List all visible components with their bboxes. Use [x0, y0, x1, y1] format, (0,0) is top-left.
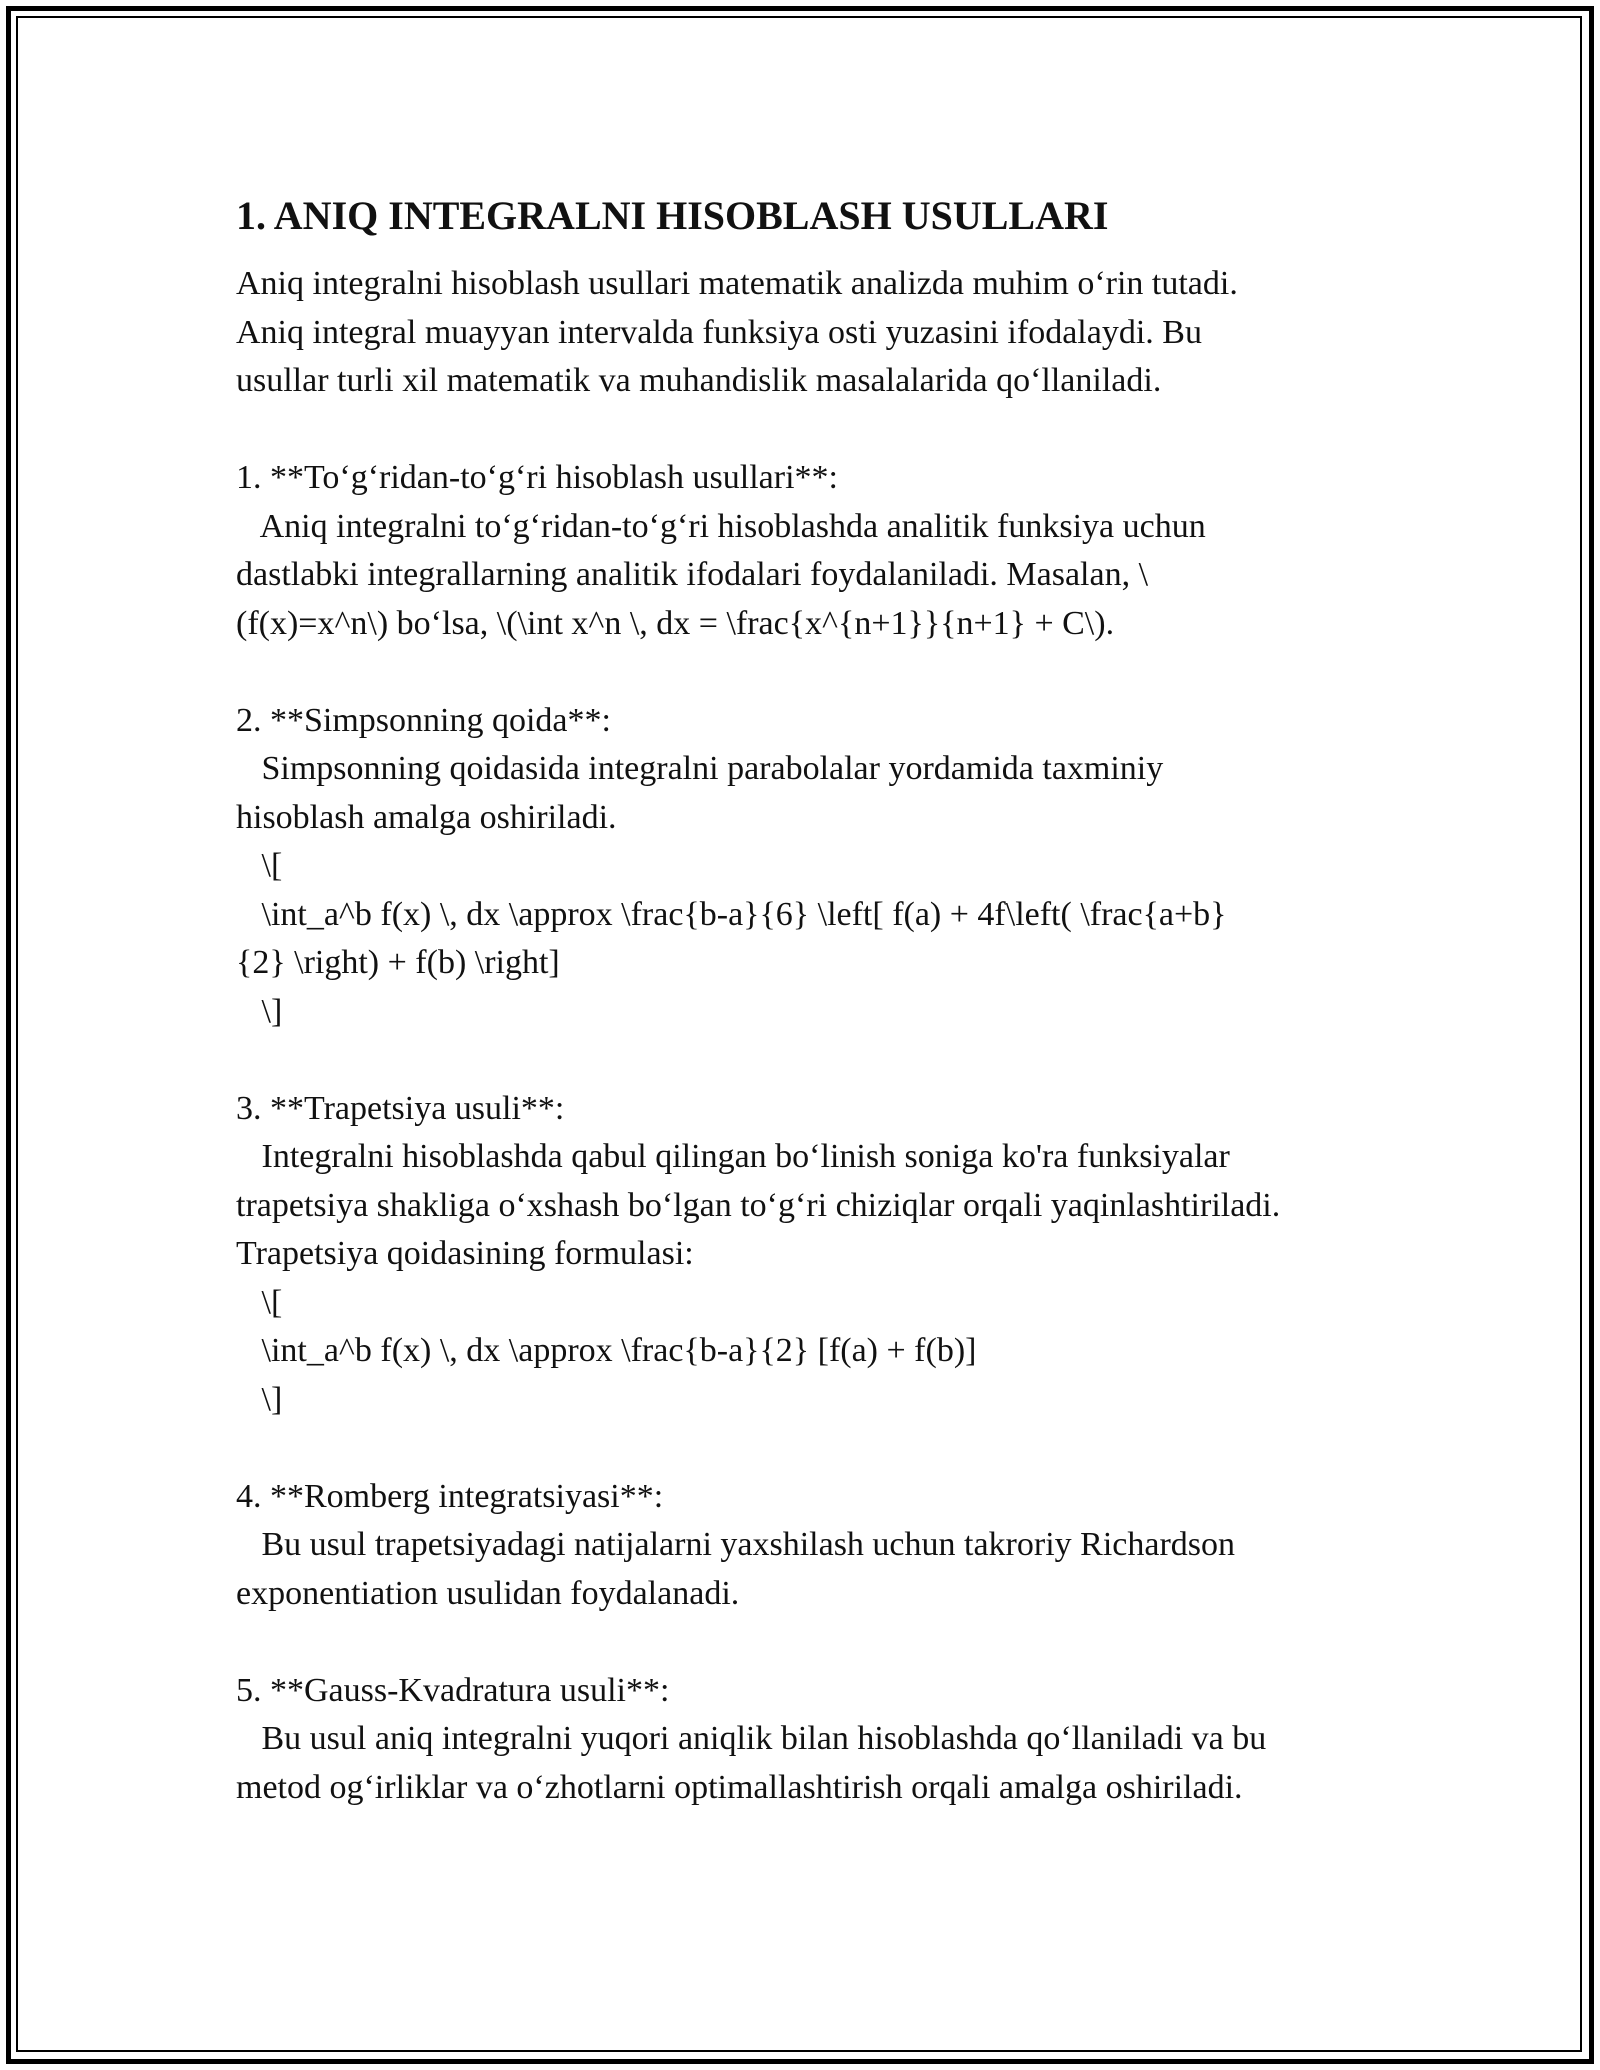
section-simpson-rule [236, 697, 1416, 1037]
spacer [236, 1424, 1416, 1473]
section-line: Trapetsiya qoidasining formulasi: [236, 1235, 694, 1272]
intro-line: Aniq integral muayyan intervalda funksiya osti yuzasini ifodalaydi. Bu [236, 313, 1202, 351]
spacer [236, 406, 1416, 455]
section-heading: 4. **Romberg integratsiyasi**: [236, 1477, 664, 1515]
section-line: Simpsonning qoidasida integralni parabolalar yordamida taxminiy [236, 750, 1164, 787]
section-heading: 5. **Gauss-Kvadratura usuli**: [236, 1671, 670, 1709]
document-title: 1. ANIQ INTEGRALNI HISOBLASH USULLARI [236, 193, 1109, 238]
section-line: exponentiation usulidan foydalanadi. [236, 1574, 740, 1612]
spacer [236, 648, 1416, 697]
intro-paragraph [236, 260, 1416, 406]
section-line: Bu usul aniq integralni yuqori aniqlik bilan hisoblashda qo‘llaniladi va bu [236, 1720, 1267, 1757]
spacer [236, 1036, 1416, 1085]
formula-line: \] [236, 1380, 283, 1418]
formula-line: \int_a^b f(x) \, dx \approx \frac{b-a}{6} \left[ f(a) + 4f\left( \frac{a+b} [236, 895, 1227, 933]
intro-line: usullar turli xil matematik va muhandislik masalalarida qo‘llaniladi. [236, 362, 1162, 399]
section-gauss-quadrature [236, 1667, 1416, 1813]
section-line: metod og‘irliklar va o‘zhotlarni optimallashtirish orqali amalga oshiriladi. [236, 1768, 1243, 1806]
section-trapezoid-method [236, 1085, 1416, 1425]
intro-line: Aniq integralni hisoblash usullari matematik analizda muhim o‘rin tutadi. [236, 265, 1238, 302]
formula-line: \[ [236, 1283, 283, 1321]
spacer [236, 1618, 1416, 1667]
section-line: (f(x)=x^n\) bo‘lsa, \(\int x^n \, dx = \frac{x^{n+1}}{n+1} + C\). [236, 604, 1115, 642]
section-line: Aniq integralni to‘g‘ridan-to‘g‘ri hisoblashda analitik funksiya uchun [236, 507, 1206, 545]
formula-line: \] [236, 992, 283, 1030]
section-line: Integralni hisoblashda qabul qilingan bo‘linish soniga ko'ra funksiyalar [236, 1138, 1230, 1175]
section-line: trapetsiya shakliga o‘xshash bo‘lgan to‘g‘ri chiziqlar orqali yaqinlashtiriladi. [236, 1186, 1281, 1224]
section-heading: 1. **To‘g‘ridan-to‘g‘ri hisoblash usullari**: [236, 459, 838, 496]
document-body [236, 180, 1416, 1812]
section-heading: 3. **Trapetsiya usuli**: [236, 1089, 565, 1127]
formula-line: {2} \right) + f(b) \right] [236, 944, 560, 981]
section-heading: 2. **Simpsonning qoida**: [236, 701, 611, 739]
section-romberg-integration [236, 1473, 1416, 1619]
section-line: dastlabki integrallarning analitik ifodalari foydalaniladi. Masalan, \ [236, 556, 1149, 593]
section-line: Bu usul trapetsiyadagi natijalarni yaxshilash uchun takroriy Richardson [236, 1526, 1235, 1563]
section-direct-calculation [236, 454, 1416, 648]
section-line: hisoblash amalga oshiriladi. [236, 798, 617, 836]
formula-line: \int_a^b f(x) \, dx \approx \frac{b-a}{2} [f(a) + f(b)] [236, 1332, 977, 1369]
formula-line: \[ [236, 847, 283, 884]
